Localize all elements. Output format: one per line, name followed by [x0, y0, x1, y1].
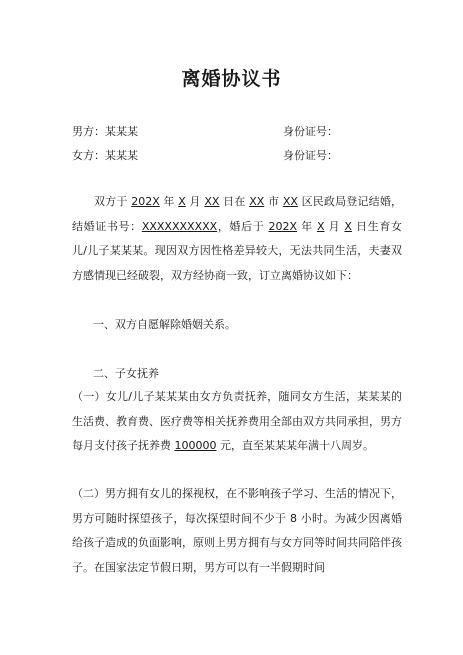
- intro-fill-birth-month: X: [316, 219, 325, 233]
- intro-fill-city: XX: [249, 195, 265, 208]
- male-party: 男方：某某某: [72, 125, 138, 138]
- clause-1-paragraph: [72, 385, 402, 459]
- intro-text: 年: [297, 219, 317, 233]
- intro-text: 双方于: [94, 195, 132, 208]
- clause-1-text: 元，直至某某某年满十八周岁。: [216, 439, 374, 452]
- intro-fill-birth-day: X: [344, 219, 352, 233]
- intro-fill-certificate-no: XXXXXXXXXX: [141, 219, 218, 233]
- intro-text: 市: [264, 195, 283, 208]
- clause-2-paragraph: （二）男方拥有女儿的探视权，在不影响孩子学习、生活的情况下，男方可随时探望孩子，每次探望时间不少于 8 小时。为减少因离婚给孩子造成的负面影响，原则上男方拥有与女方同等时间共同陪伴孩子。在国家法定节假日期，男方可以有一半假期时间: [72, 487, 402, 574]
- female-party: 女方：某某某: [72, 149, 138, 162]
- intro-text: 日在: [219, 195, 250, 208]
- section-1-heading: 一、双方自愿解除婚姻关系。: [93, 318, 236, 331]
- section-2-heading: 二、子女抚养: [93, 367, 159, 380]
- intro-fill-year: 202X: [131, 195, 160, 208]
- intro-paragraph: [72, 190, 402, 288]
- intro-fill-day: XX: [204, 195, 220, 208]
- intro-text: 日生育女儿/儿子某某某。现因双方因性格差异较大，无法共同生活，夫妻双方感情现已经破裂，双方经协商一致，订立离婚协议如下：: [72, 219, 402, 282]
- intro-text: 月: [185, 195, 205, 208]
- intro-text: ，婚后于: [217, 219, 269, 233]
- intro-text: 区民政局登记结婚，结婚证书号：: [72, 195, 403, 233]
- intro-fill-month: X: [178, 195, 186, 208]
- document-title: 离婚协议书: [181, 68, 282, 90]
- intro-fill-birth-year: 202X: [268, 219, 298, 233]
- intro-text: 年: [159, 195, 179, 208]
- male-id-label: 身份证号：: [283, 125, 338, 138]
- clause-1-fill-amount: 100000: [174, 439, 217, 452]
- intro-text: 月: [324, 219, 345, 233]
- clause-1-text: （一）女儿/儿子某某某由女方负责抚养，随同女方生活，某某某的生活费、教育费、医疗费等相关抚养费用全部由双方共同承担，男方每月支付孩子抚养费: [72, 390, 402, 452]
- intro-fill-district: XX: [282, 195, 298, 208]
- female-id-label: 身份证号：: [283, 149, 338, 162]
